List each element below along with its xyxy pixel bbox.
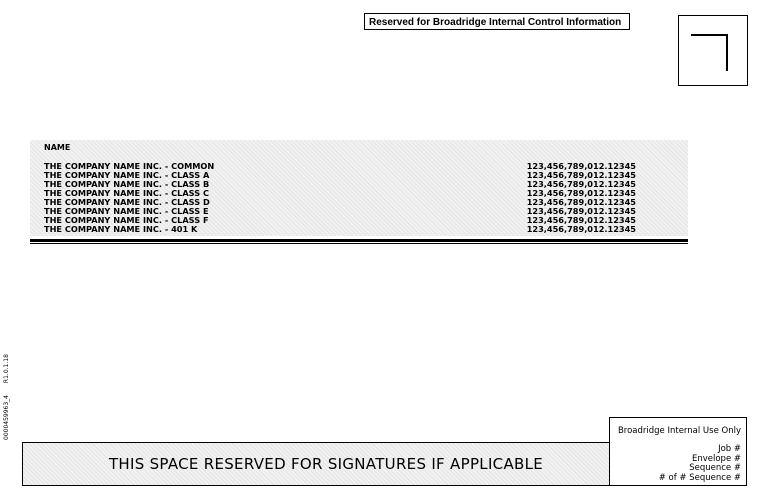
holdings-header: NAME [44,143,71,152]
of-sequence-label: # of # Sequence # [658,472,741,483]
holdings-panel [30,140,688,236]
holding-value: 123,456,789,012.12345 [526,188,636,198]
holding-name: THE COMPANY NAME INC. - CLASS D [44,197,210,207]
divider-thin [30,243,688,244]
reserved-control-info-box [364,13,630,30]
revision-code: R1.0.1.18 [3,354,10,384]
holdings-list [44,162,636,234]
holding-value: 123,456,789,012.12345 [526,170,636,180]
list-item [44,225,636,234]
holding-name: THE COMPANY NAME INC. - CLASS E [44,206,209,216]
holding-name: THE COMPANY NAME INC. - CLASS B [44,179,210,189]
corner-mark-icon [691,34,728,71]
internal-use-title: Broadridge Internal Use Only [617,426,741,436]
reserved-control-info-label: Reserved for Broadridge Internal Control Information [369,17,622,28]
holding-value: 123,456,789,012.12345 [526,197,636,207]
sequence-number-label: Sequence # [689,463,741,473]
document-id: 0000459963_4 [3,395,10,440]
signature-area-label: THIS SPACE RESERVED FOR SIGNATURES IF APPLICABLE [108,455,544,473]
signature-area [22,442,610,486]
holding-value: 123,456,789,012.12345 [526,161,636,171]
internal-use-lines [659,445,741,483]
holding-value: 123,456,789,012.12345 [526,224,636,234]
envelope-number-label: Envelope # [691,453,741,464]
divider-thick [30,239,688,242]
job-number-label: Job # [718,444,741,454]
holding-value: 123,456,789,012.12345 [526,215,636,225]
holding-value: 123,456,789,012.12345 [526,206,636,216]
holding-name: THE COMPANY NAME INC. - COMMON [44,161,215,171]
holding-name: THE COMPANY NAME INC. - CLASS A [44,170,210,180]
holding-name: THE COMPANY NAME INC. - CLASS C [44,188,209,198]
holding-name: THE COMPANY NAME INC. - 401 K [44,224,198,234]
internal-use-box [609,417,747,486]
holding-name: THE COMPANY NAME INC. - CLASS F [44,215,209,225]
holding-value: 123,456,789,012.12345 [526,179,636,189]
side-document-code [3,344,10,440]
corner-registration-box [678,15,748,86]
